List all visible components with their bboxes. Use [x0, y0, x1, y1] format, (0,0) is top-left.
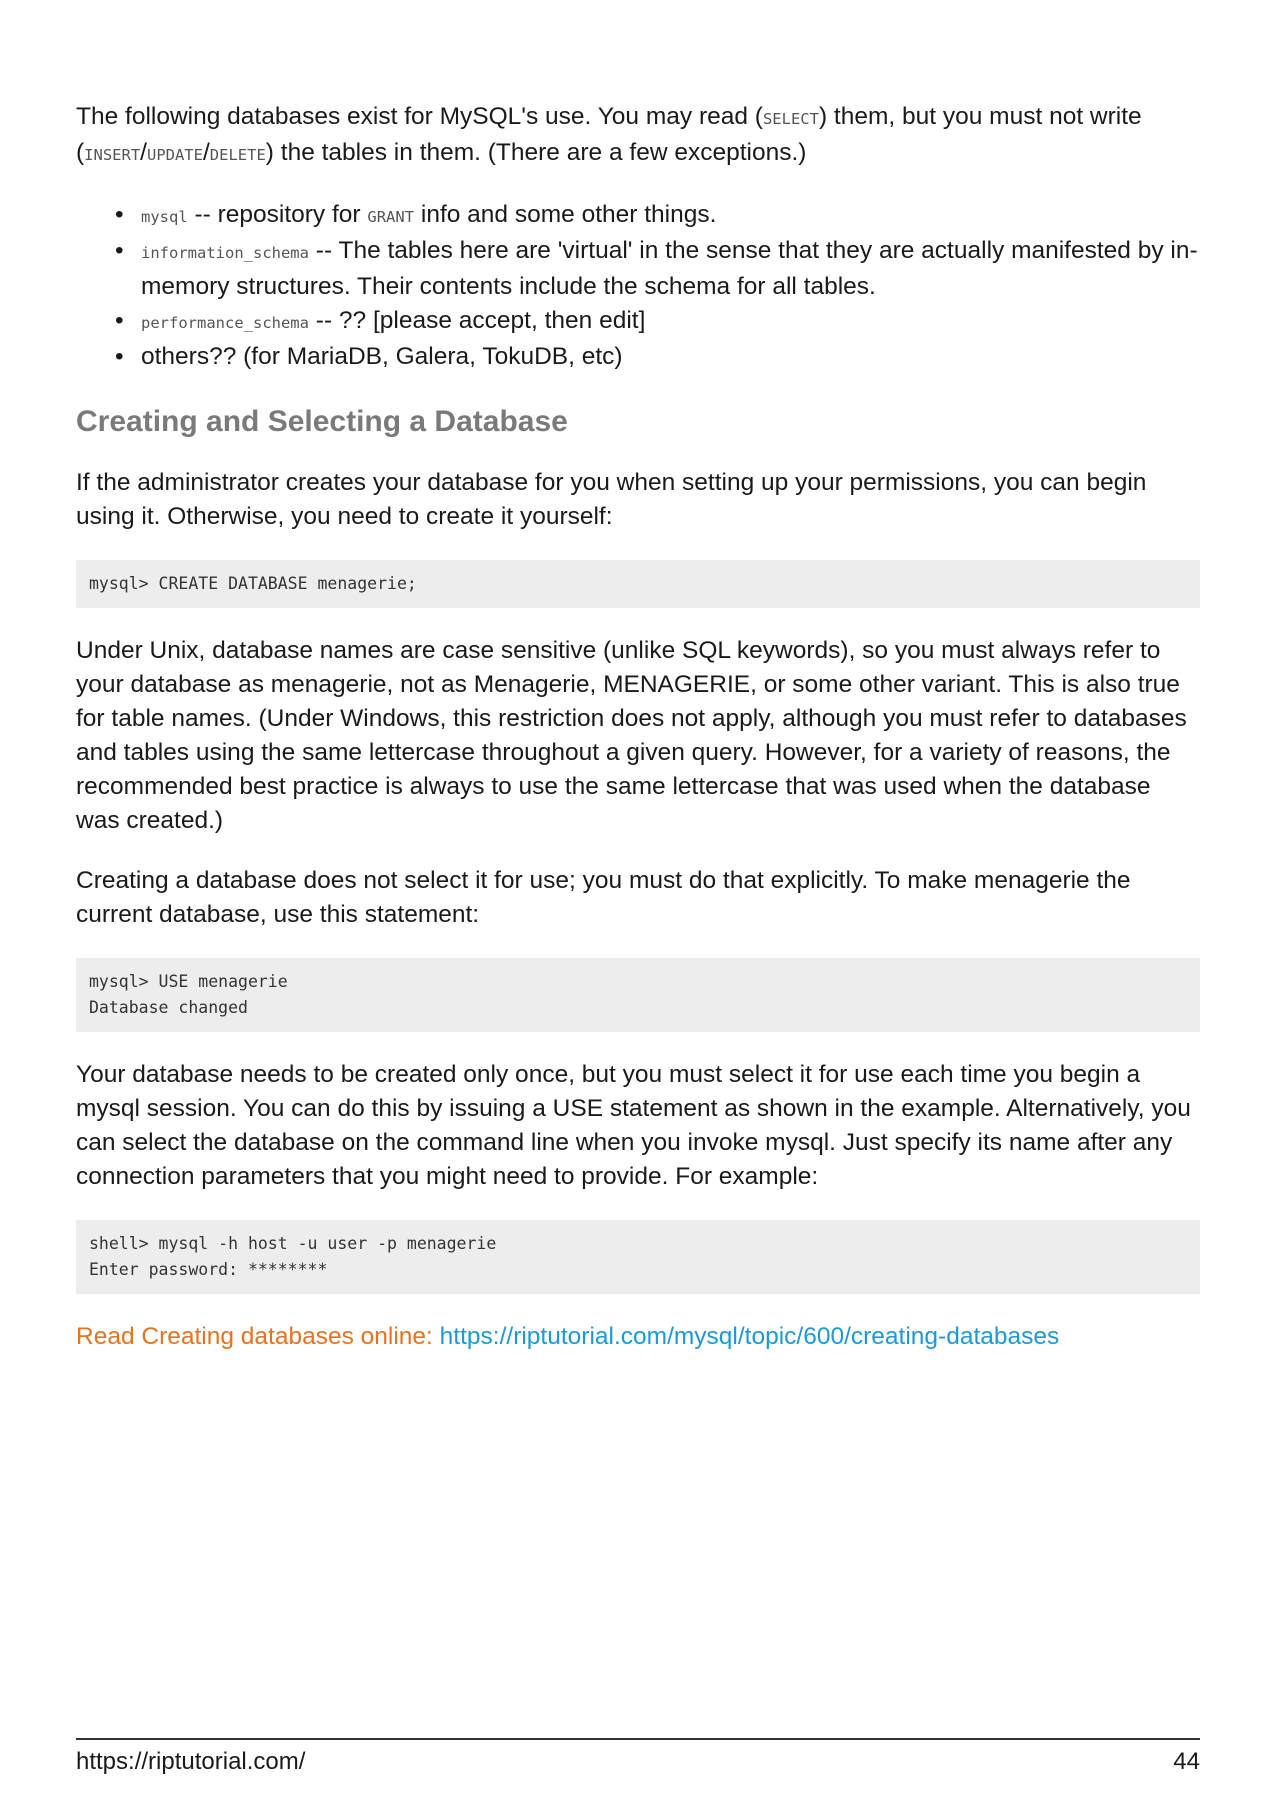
inline-code-information-schema: information_schema — [141, 244, 309, 262]
intro-paragraph: The following databases exist for MySQL's use. You may read (SELECT) them, but you must not write (INSERT/UPDATE/DELETE) the tables in them. (There are a few exceptions.) — [76, 103, 1142, 166]
paragraph-admin: If the administrator creates your database for you when setting up your permissions, you can begin using it. Otherwise, you need to create it yourself: — [76, 469, 1147, 530]
read-online-label: Read Creating databases online: — [76, 1323, 440, 1350]
read-online-link[interactable]: https://riptutorial.com/mysql/topic/600/creating-databases — [439, 1323, 1060, 1350]
database-list — [76, 198, 1200, 374]
list-item-mysql: • mysql -- repository for GRANT info and some other things. — [141, 198, 1200, 234]
paragraph-case-sensitivity: Under Unix, database names are case sensitive (unlike SQL keywords), so you must always refer to your database as menagerie, not as Menagerie, MENAGERIE, or some other variant. This is also true for table names. (Under Windows, this restriction does not apply, although you must refer to databases and tables using the same lettercase throughout a given query. However, for a variety of reasons, the recommended best practice is always to use the same lettercase that was used when the database was created.) — [76, 637, 1187, 834]
page-footer — [76, 1738, 1200, 1778]
code-block-shell: shell> mysql -h host -u user -p menagerie Enter password: ******** — [76, 1220, 1200, 1294]
paragraph-select-database: Creating a database does not select it for use; you must do that explicitly. To make menagerie the current database, use this statement: — [76, 867, 1131, 928]
section-heading: Creating and Selecting a Database — [76, 405, 568, 438]
read-online — [76, 1320, 1200, 1354]
list-item-performance-schema: • performance_schema -- ?? [please accept, then edit] — [141, 304, 1200, 340]
code-block-use-database: mysql> USE menagerie Database changed — [76, 958, 1200, 1032]
inline-code-grant: GRANT — [367, 208, 415, 226]
list-item-others: • others?? (for MariaDB, Galera, TokuDB, etc) — [141, 340, 1200, 374]
page-number: 44 — [1173, 1748, 1200, 1775]
footer-url: https://riptutorial.com/ — [76, 1748, 306, 1775]
inline-code-mysql: mysql — [141, 208, 188, 226]
inline-code-delete: DELETE — [209, 146, 266, 164]
page-content — [76, 100, 1200, 1354]
inline-code-select: SELECT — [762, 110, 819, 128]
inline-code-update: UPDATE — [146, 146, 203, 164]
code-block-create-database: mysql> CREATE DATABASE menagerie; — [76, 560, 1200, 608]
inline-code-performance-schema: performance_schema — [141, 314, 309, 332]
paragraph-session: Your database needs to be created only once, but you must select it for use each time you begin a mysql session. You can do this by issuing a USE statement as shown in the example. Alternatively, you can select the database on the command line when you invoke mysql. Just specify its name after any connection parameters that you might need to provide. For example: — [76, 1061, 1191, 1190]
inline-code-insert: INSERT — [84, 146, 141, 164]
list-item-information-schema: • information_schema -- The tables here are 'virtual' in the sense that they are actually manifested by in-memory structures. Their contents include the schema for all tables. — [141, 234, 1200, 304]
